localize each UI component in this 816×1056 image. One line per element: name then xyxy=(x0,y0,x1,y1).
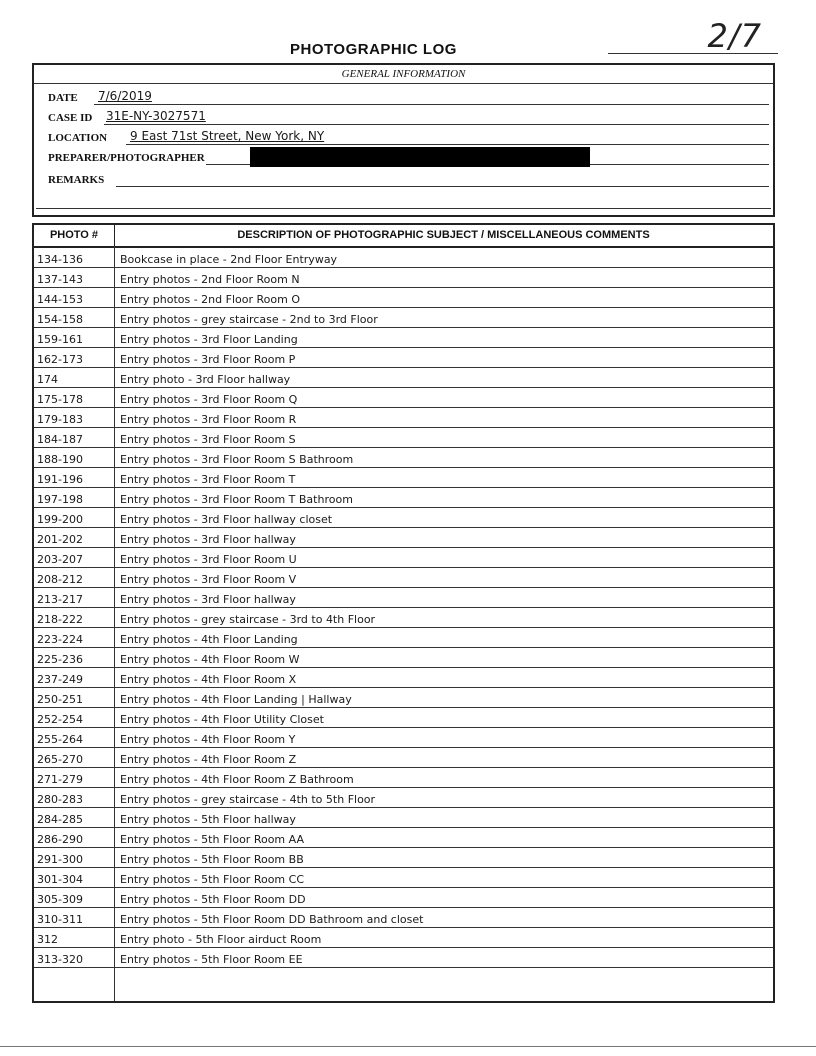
case-id-label: CASE ID xyxy=(48,112,93,124)
photo-description: Entry photos - 3rd Floor Landing xyxy=(120,333,298,346)
photo-description: Entry photos - 5th Floor hallway xyxy=(120,813,296,826)
general-information-header: GENERAL INFORMATION xyxy=(34,65,773,84)
log-row xyxy=(34,648,773,668)
log-row xyxy=(34,368,773,388)
photo-description: Entry photos - 4th Floor Room W xyxy=(120,653,300,666)
log-row xyxy=(34,608,773,628)
photo-range: 154-158 xyxy=(37,313,83,326)
photo-range: 271-279 xyxy=(37,773,83,786)
log-row xyxy=(34,768,773,788)
photo-description: Entry photos - 3rd Floor Room S xyxy=(120,433,296,446)
log-row xyxy=(34,928,773,948)
date-label: DATE xyxy=(48,92,78,104)
photo-range: 134-136 xyxy=(37,253,83,266)
photo-description: Entry photos - 3rd Floor Room V xyxy=(120,573,297,586)
date-value: 7/6/2019 xyxy=(98,89,152,103)
log-row xyxy=(34,948,773,968)
remarks-row xyxy=(48,169,769,189)
photo-range: 291-300 xyxy=(37,853,83,866)
photo-description: Entry photos - 3rd Floor Room S Bathroom xyxy=(120,453,354,466)
photo-range: 175-178 xyxy=(37,393,83,406)
log-row xyxy=(34,488,773,508)
photo-description: Entry photos - 4th Floor Landing xyxy=(120,633,298,646)
case-id-line xyxy=(104,124,769,125)
photo-description: Entry photos - 3rd Floor Room T Bathroom xyxy=(120,493,353,506)
photo-range: 213-217 xyxy=(37,593,83,606)
photo-description: Entry photos - 4th Floor Landing | Hallway xyxy=(120,693,352,706)
photo-range: 174 xyxy=(37,373,58,386)
photo-description: Entry photos - 5th Floor Room AA xyxy=(120,833,305,846)
photo-description: Entry photos - 3rd Floor hallway closet xyxy=(120,513,333,526)
log-row xyxy=(34,788,773,808)
log-row xyxy=(34,748,773,768)
log-row xyxy=(34,808,773,828)
photo-range: 255-264 xyxy=(37,733,83,746)
page-number-area xyxy=(608,18,778,54)
photo-description: Entry photos - grey staircase - 4th to 5th Floor xyxy=(120,793,376,806)
photo-range: 137-143 xyxy=(37,273,83,286)
photo-log-header xyxy=(34,225,773,248)
photo-description: Entry photos - grey staircase - 3rd to 4th Floor xyxy=(120,613,376,626)
photo-description: Entry photos - 3rd Floor Room P xyxy=(120,353,296,366)
log-row xyxy=(34,888,773,908)
photo-range: 223-224 xyxy=(37,633,83,646)
log-row xyxy=(34,508,773,528)
photo-range: 201-202 xyxy=(37,533,83,546)
photo-description: Entry photos - 3rd Floor Room R xyxy=(120,413,297,426)
location-value: 9 East 71st Street, New York, NY xyxy=(130,129,325,143)
photo-range: 225-236 xyxy=(37,653,83,666)
photo-range: 144-153 xyxy=(37,293,83,306)
photo-description: Bookcase in place - 2nd Floor Entryway xyxy=(120,253,338,266)
log-row xyxy=(34,248,773,268)
photo-log-table xyxy=(32,223,775,1003)
photo-range: 199-200 xyxy=(37,513,83,526)
page-number: 2/7 xyxy=(707,17,762,55)
photo-range: 203-207 xyxy=(37,553,83,566)
date-line xyxy=(94,104,769,105)
photo-description: Entry photo - 3rd Floor hallway xyxy=(120,373,291,386)
log-row xyxy=(34,308,773,328)
log-row xyxy=(34,828,773,848)
log-row xyxy=(34,568,773,588)
photo-description: Entry photos - 3rd Floor Room T xyxy=(120,473,296,486)
date-row xyxy=(48,87,769,107)
photo-range: 312 xyxy=(37,933,58,946)
photo-description: Entry photo - 5th Floor airduct Room xyxy=(120,933,322,946)
photo-range: 237-249 xyxy=(37,673,83,686)
photo-description: Entry photos - 2nd Floor Room N xyxy=(120,273,300,286)
photo-range: 208-212 xyxy=(37,573,83,586)
preparer-label: PREPARER/PHOTOGRAPHER xyxy=(48,152,205,164)
location-label: LOCATION xyxy=(48,132,108,144)
log-row xyxy=(34,408,773,428)
photo-range: 252-254 xyxy=(37,713,83,726)
log-row xyxy=(34,288,773,308)
log-row xyxy=(34,628,773,648)
log-row xyxy=(34,908,773,928)
log-row xyxy=(34,528,773,548)
remarks-line xyxy=(116,186,769,187)
photo-range: 188-190 xyxy=(37,453,83,466)
photo-description: Entry photos - grey staircase - 2nd to 3rd Floor xyxy=(120,313,378,326)
log-row xyxy=(34,548,773,568)
log-row xyxy=(34,428,773,448)
log-row xyxy=(34,268,773,288)
photo-range: 197-198 xyxy=(37,493,83,506)
photo-description: Entry photos - 3rd Floor Room U xyxy=(120,553,297,566)
remarks-label: REMARKS xyxy=(48,174,105,186)
general-info-bottom-rule xyxy=(36,208,771,209)
log-row xyxy=(34,868,773,888)
photo-range: 184-187 xyxy=(37,433,83,446)
photo-range: 284-285 xyxy=(37,813,83,826)
photo-description: Entry photos - 4th Floor Room Y xyxy=(120,733,296,746)
location-line xyxy=(126,144,769,145)
description-column-header: DESCRIPTION OF PHOTOGRAPHIC SUBJECT / MISCELLANEOUS COMMENTS xyxy=(237,229,650,241)
photo-range: 301-304 xyxy=(37,873,83,886)
photo-range: 162-173 xyxy=(37,353,83,366)
log-row xyxy=(34,468,773,488)
photo-range: 310-311 xyxy=(37,913,83,926)
log-row xyxy=(34,848,773,868)
photo-description: Entry photos - 3rd Floor hallway xyxy=(120,533,296,546)
photo-description: Entry photos - 2nd Floor Room O xyxy=(120,293,300,306)
log-row xyxy=(34,708,773,728)
photo-description: Entry photos - 4th Floor Utility Closet xyxy=(120,713,324,726)
photo-description: Entry photos - 4th Floor Room X xyxy=(120,673,297,686)
general-information-box xyxy=(32,63,775,217)
log-row xyxy=(34,388,773,408)
photo-description: Entry photos - 5th Floor Room BB xyxy=(120,853,304,866)
photo-description: Entry photos - 3rd Floor hallway xyxy=(120,593,296,606)
photo-description: Entry photos - 3rd Floor Room Q xyxy=(120,393,298,406)
photo-range: 313-320 xyxy=(37,953,83,966)
page-number-underline xyxy=(608,53,778,54)
photo-range: 286-290 xyxy=(37,833,83,846)
case-id-value: 31E-NY-3027571 xyxy=(106,109,206,123)
photo-description: Entry photos - 5th Floor Room DD xyxy=(120,893,306,906)
preparer-row xyxy=(48,147,769,167)
log-row xyxy=(34,668,773,688)
page-bottom-rule xyxy=(0,1046,816,1047)
log-row xyxy=(34,448,773,468)
photo-range: 218-222 xyxy=(37,613,83,626)
photo-range: 250-251 xyxy=(37,693,83,706)
photo-range: 191-196 xyxy=(37,473,83,486)
log-row xyxy=(34,728,773,748)
document-title: PHOTOGRAPHIC LOG xyxy=(290,41,457,58)
photo-range: 265-270 xyxy=(37,753,83,766)
location-row xyxy=(48,127,769,147)
photo-description: Entry photos - 4th Floor Room Z Bathroom xyxy=(120,773,354,786)
log-row xyxy=(34,328,773,348)
photo-description: Entry photos - 5th Floor Room DD Bathroom and closet xyxy=(120,913,424,926)
photo-description: Entry photos - 5th Floor Room CC xyxy=(120,873,305,886)
log-row xyxy=(34,688,773,708)
case-id-row xyxy=(48,107,769,127)
log-row xyxy=(34,588,773,608)
photo-range: 179-183 xyxy=(37,413,83,426)
photo-range: 159-161 xyxy=(37,333,83,346)
photo-range: 280-283 xyxy=(37,793,83,806)
log-row xyxy=(34,348,773,368)
photo-description: Entry photos - 5th Floor Room EE xyxy=(120,953,303,966)
photo-number-column-header: PHOTO # xyxy=(34,225,115,246)
photo-description: Entry photos - 4th Floor Room Z xyxy=(120,753,297,766)
photo-range: 305-309 xyxy=(37,893,83,906)
redaction-block xyxy=(250,147,590,167)
